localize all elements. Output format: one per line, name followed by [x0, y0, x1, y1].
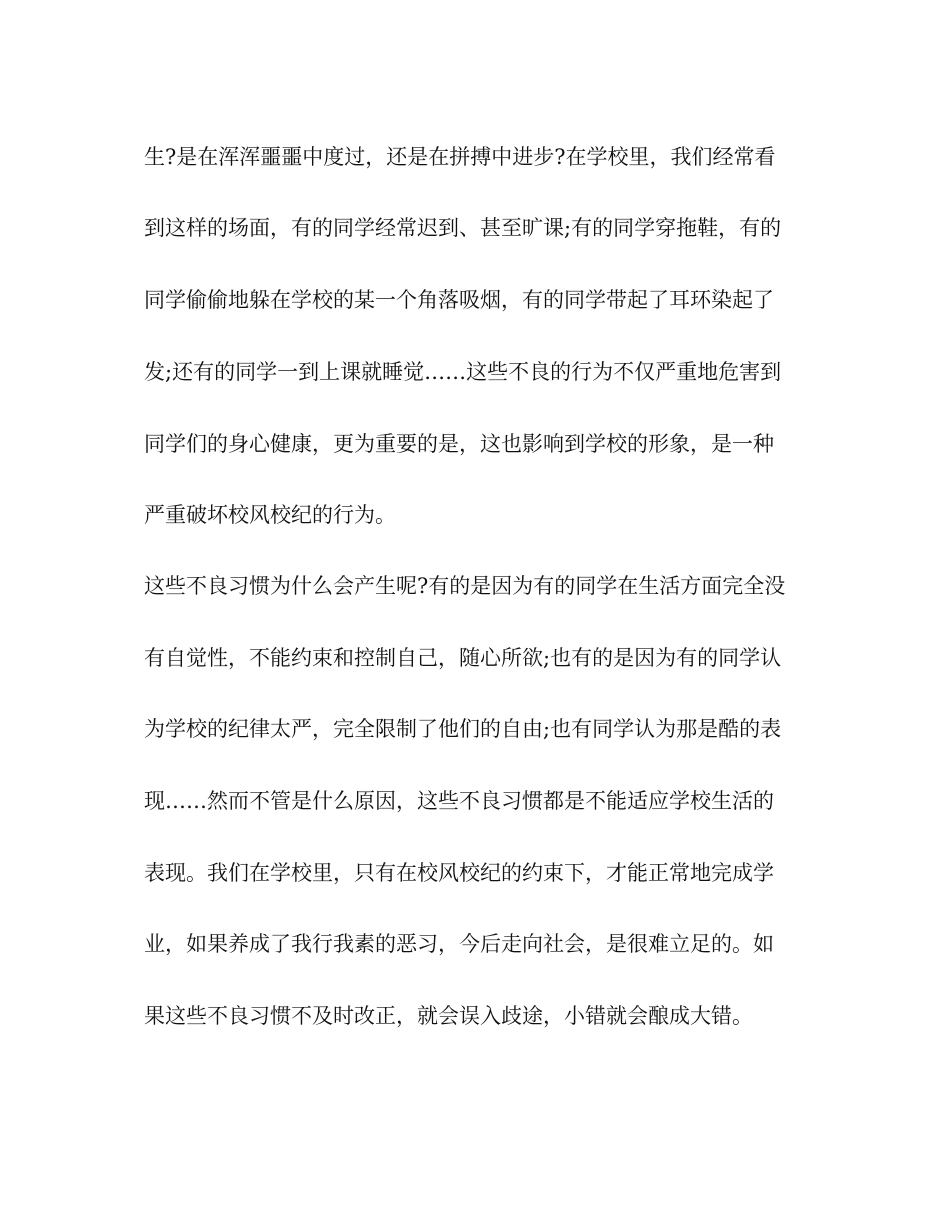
text-line: 有自觉性，不能约束和控制自己，随心所欲;也有的是因为有的同学认 — [144, 646, 782, 670]
text-line: 到这样的场面，有的同学经常迟到、甚至旷课;有的同学穿拖鞋，有的 — [144, 216, 782, 240]
text-line: 现……然而不管是什么原因，这些不良习惯都是不能适应学校生活的 — [144, 789, 774, 813]
text-line: 业，如果养成了我行我素的恶习，今后走向社会，是很难立足的。如 — [144, 932, 774, 956]
text-line: 同学们的身心健康，更为重要的是，这也影响到学校的形象，是一种 — [144, 432, 774, 456]
text-line: 同学偷偷地躲在学校的某一个角落吸烟，有的同学带起了耳环染起了 — [144, 288, 774, 312]
text-line: 这些不良习惯为什么会产生呢?有的是因为有的同学在生活方面完全没 — [144, 574, 786, 598]
text-line: 为学校的纪律太严，完全限制了他们的自由;也有同学认为那是酷的表 — [144, 717, 782, 741]
text-line: 生?是在浑浑噩噩中度过，还是在拼搏中进步?在学校里，我们经常看 — [144, 145, 776, 169]
text-line: 果这些不良习惯不及时改正，就会误入歧途，小错就会酿成大错。 — [144, 1004, 753, 1028]
text-line: 严重破坏校风校纪的行为。 — [144, 503, 396, 527]
text-line: 发;还有的同学一到上课就睡觉……这些不良的行为不仅严重地危害到 — [144, 360, 782, 384]
text-line: 表现。我们在学校里，只有在校风校纪的约束下，才能正常地完成学 — [144, 861, 774, 885]
